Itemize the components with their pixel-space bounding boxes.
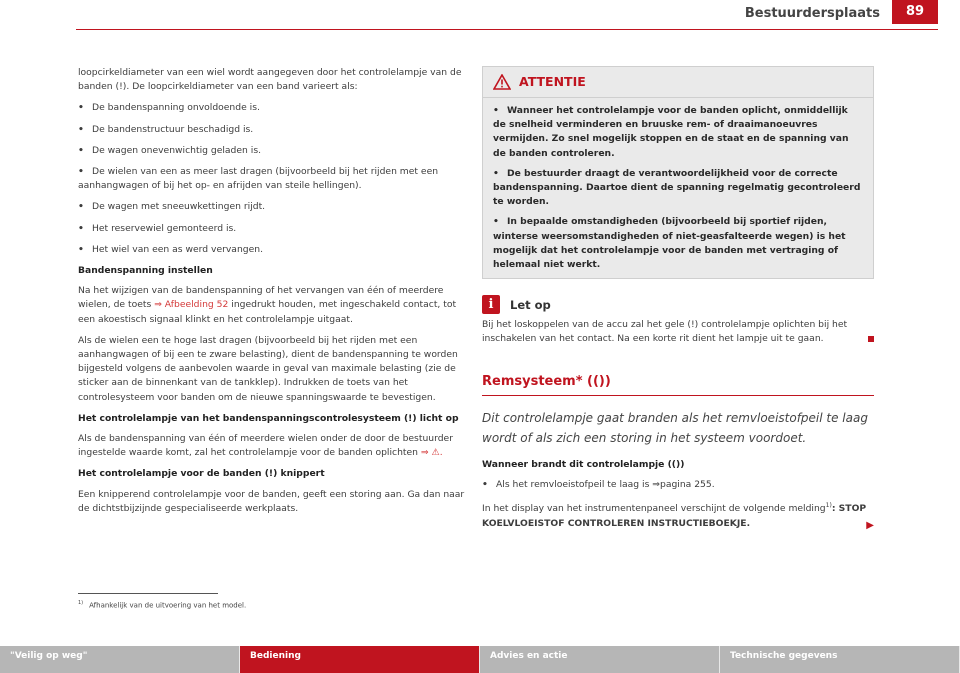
warning-title: ATTENTIE (519, 73, 586, 89)
list-item: • De wielen van een as meer last dragen (bijvoorbeeld bij het rijden met een aanhangwagen of bij het op- en afrijden van steile hellingen). (78, 166, 439, 192)
warning-item: • In bepaalde omstandigheden (bijvoorbeeld bij sportief rijden, winterse weersomstandigheden of niet-geasfalteerde wegen) is het mogelijk dat het controlelampje voor de banden met vertraging of helemaal niet werkt. (493, 216, 846, 271)
list-item: • Het reservewiel gemonteerd is. (78, 222, 237, 234)
paragraph: Na het wijzigen van de bandenspanning of het vervangen van één of meerdere wielen, de toets ⇒ Afbeelding 52 ingedrukt houden, met ingeschakeld contact, tot een akoestisch signaal klinkt en het controlelampje uitgaat. (78, 285, 457, 325)
footer-nav (0, 646, 960, 673)
header-rule (76, 29, 938, 30)
paragraph: Als de bandenspanning van één of meerdere wielen onder de door de bestuurder ingestelde waarde komt, zal het controlelampje voor de banden oplichten ⇒ ⚠. (78, 433, 453, 459)
paragraph: In het display van het instrumentenpaneel verschijnt de volgende melding$^{1)}$: STOP KOELVLOEISTOF CONTROLEREN INSTRUCTIEBOEKJE. ▶ (482, 499, 874, 530)
info-icon: i (482, 295, 500, 314)
section-end-icon (868, 336, 874, 342)
page-number: 89 (892, 0, 938, 24)
figure-link[interactable]: ⇒ Afbeelding 52 (154, 299, 229, 311)
continue-arrow-icon: ▶ (866, 519, 874, 531)
list-item: • De wagen met sneeuwkettingen rijdt. (78, 201, 266, 213)
subheading-brake-light: Wanneer brandt dit controlelampje (()) (482, 458, 685, 470)
section-title: Remsysteem* (()) (482, 373, 611, 389)
paragraph: Als de wielen een te hoge last dragen (bijvoorbeeld bij het rijden met een aanhangwagen of bij een te zware belasting), dient de bandenspanning te worden bijgesteld volgens de aanbevolen waarde in geval van maximale belasting (zie de sticker aan de binnenkant van de tankklep). Indrukken de toets van het controlesysteem voor banden om de nieuwe spanningswaarde te bevestigen. (78, 334, 458, 403)
footer-tab-safety[interactable]: "Veilig op weg" (0, 646, 240, 673)
footer-tab-operation[interactable]: Bediening (240, 646, 480, 673)
section-intro: Dit controlelampje gaat branden als het remvloeistofpeil te laag wordt of als zich een storing in het systeem voordoet. (482, 410, 868, 445)
footer-tab-advice[interactable]: Advies en actie (480, 646, 720, 673)
note-title: Let op (510, 297, 551, 312)
footnote-rule (78, 593, 218, 594)
footnote: $^{1)}$ Afhankelijk van de uitvoering van het model. (78, 600, 247, 610)
note-header (482, 295, 874, 314)
paragraph: Een knipperend controlelampje voor de banden, geeft een storing aan. Ga dan naar de dichtstbijzijnde gespecialiseerde werkplaats. (78, 488, 465, 514)
subheading-warning-light-flashing: Het controlelampje voor de banden (!) knippert (78, 468, 325, 480)
header-title: Bestuurdersplaats (744, 6, 880, 21)
note-text: Bij het loskoppelen van de accu zal het gele (!) controlelampje oplichten bij het inschakelen van het contact. Na een korte rit dient het lampje uit te gaan. (482, 318, 874, 346)
warning-triangle-icon (493, 74, 511, 90)
footer-tab-technical[interactable]: Technische gegevens (720, 646, 960, 673)
warning-item: • Wanneer het controlelampje voor de banden oplicht, onmiddellijk de snelheid verminderen en bruuske rem- of draaimanoeuvres vermijden. Zo snel mogelijk stoppen en de staat en de spanning van de banden controleren. (493, 105, 849, 159)
warning-reference-link[interactable]: ⇒ ⚠. (420, 447, 443, 459)
list-item: • Als het remvloeistofpeil te laag is ⇒pagina 255. (482, 479, 715, 491)
subheading-tyre-pressure: Bandenspanning instellen (78, 265, 213, 277)
list-item: • De bandenspanning onvoldoende is. (78, 102, 260, 114)
warning-box (482, 66, 874, 279)
section-rule (482, 395, 874, 396)
subheading-warning-light-on: Het controlelampje van het bandenspanningscontrolesysteem (!) licht op (78, 412, 459, 424)
list-item: • De wagen onevenwichtig geladen is. (78, 144, 262, 156)
warning-header (483, 67, 873, 98)
warning-item: • De bestuurder draagt de verantwoordelijkheid voor de correcte bandenspanning. Daartoe dient de spanning regelmatig gecontroleerd te worden. (493, 167, 861, 208)
right-column (482, 66, 874, 538)
left-column (78, 66, 465, 523)
page-header (0, 0, 960, 30)
list-item: • De bandenstructuur beschadigd is. (78, 123, 254, 135)
list-item: • Het wiel van een as werd vervangen. (78, 243, 263, 255)
intro-text: loopcirkeldiameter van een wiel wordt aangegeven door het controlelampje van de banden (!). De loopcirkeldiameter van een band varieert als: (78, 67, 462, 93)
